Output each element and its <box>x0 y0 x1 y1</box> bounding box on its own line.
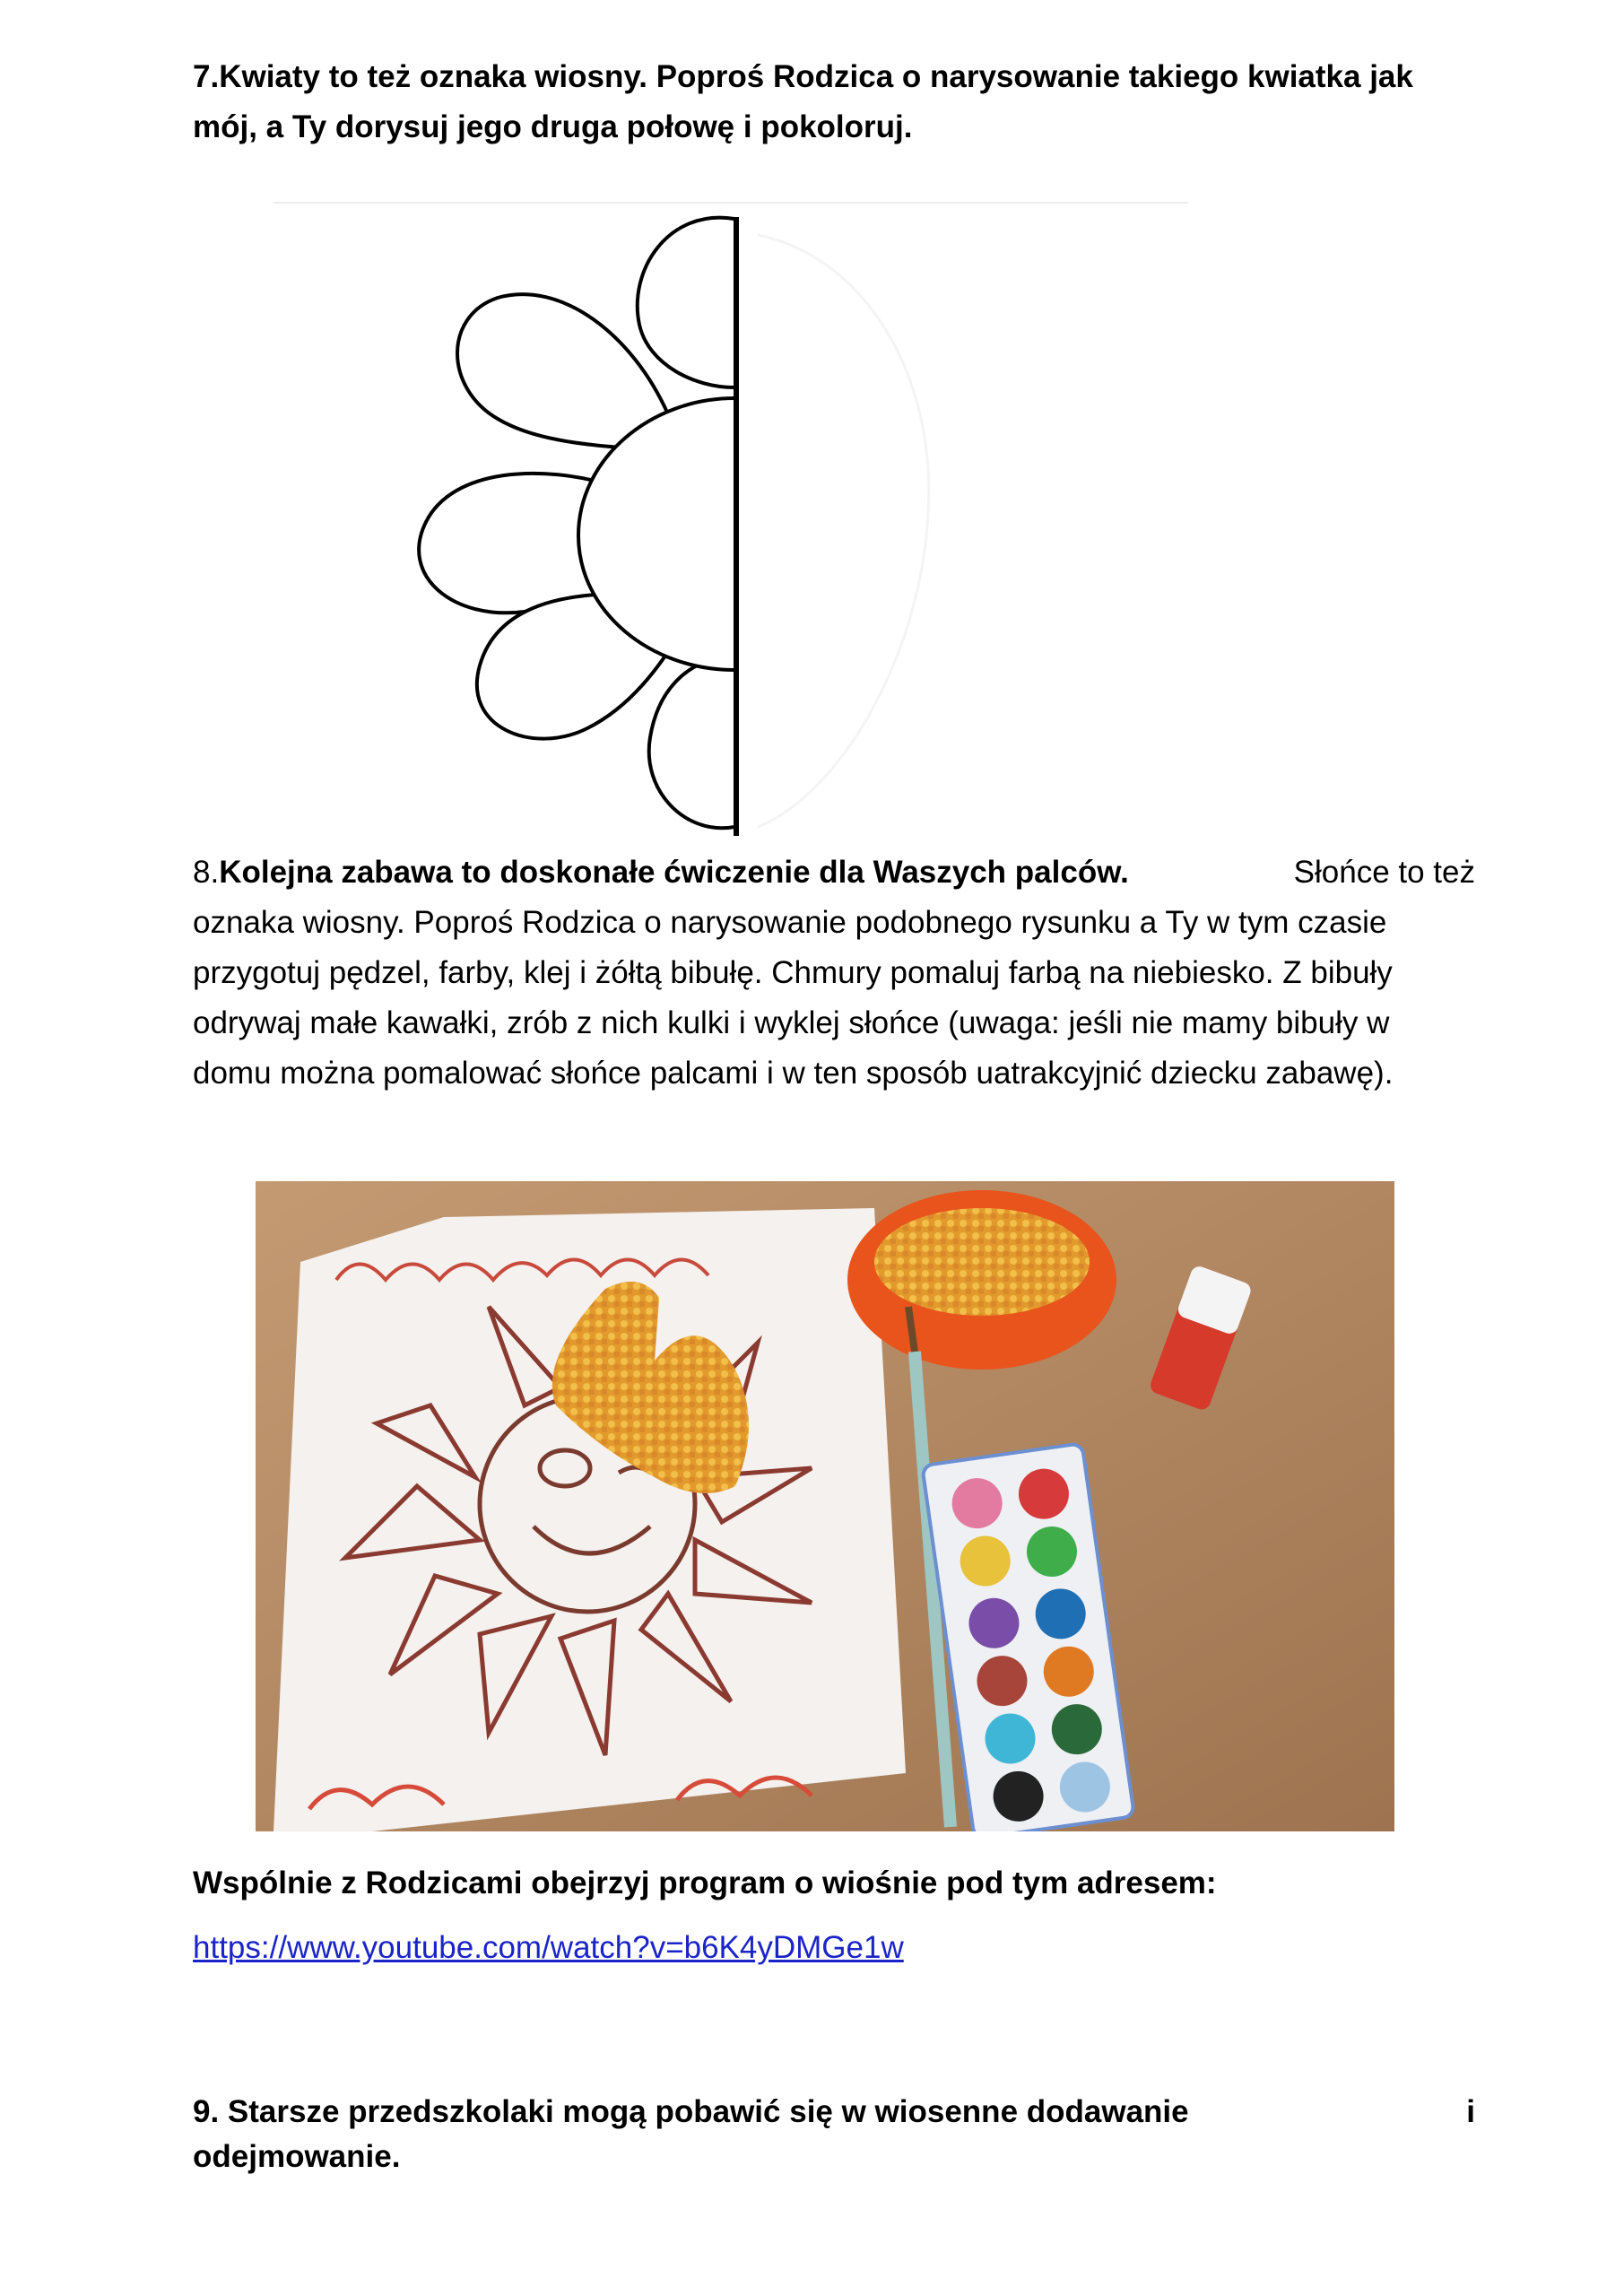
petal-bottom <box>649 657 734 828</box>
section-8-text <box>193 848 1475 1099</box>
section-8-line-5: domu można pomalować słońce palcami i w ten sposób uatrakcyjnić dziecku zabawę). <box>193 1056 1394 1091</box>
half-flower-drawing-icon <box>274 199 1188 845</box>
section-9-line-2: odejmowanie. <box>193 2139 401 2174</box>
link-heading: Wspólnie z Rodzicami obejrzyj program o wiośnie pod tym adresem: <box>193 1866 1217 1900</box>
youtube-link[interactable]: https://www.youtube.com/watch?v=b6K4yDMGe1w <box>193 1930 904 1965</box>
section-9-line-1 <box>193 2090 1475 2135</box>
section-7-text <box>193 52 1475 152</box>
section-8-title: Kolejna zabawa to doskonałe ćwiczenie dla Waszych palców. <box>219 855 1129 890</box>
section-8-line-4: odrywaj małe kawałki, zrób z nich kulki i wyklej słońce (uwaga: jeśli nie mamy bibuły w <box>193 1005 1390 1040</box>
section-8-line-1 <box>193 848 1475 898</box>
section-9-line-1-right: i <box>1466 2094 1475 2129</box>
section-7-line-1: 7.Kwiaty to też oznaka wiosny. Poproś Rodzica o narysowanie takiego kwiatka jak <box>193 59 1413 94</box>
section-8-line-3: przygotuj pędzel, farby, klej i żółtą bibułę. Chmury pomaluj farbą na niebiesko. Z bibuły <box>193 955 1393 990</box>
section-9-line-1-left: 9. Starsze przedszkolaki mogą pobawić się w wiosenne dodawanie <box>193 2094 1189 2129</box>
sun-craft-photo-icon <box>256 1181 1394 1831</box>
section-8-line-2: oznaka wiosny. Poproś Rodzica o narysowanie podobnego rysunku a Ty w tym czasie <box>193 905 1387 940</box>
section-8-number: 8. <box>193 855 220 890</box>
section-7-line-2: mój, a Ty dorysuj jego druga połowę i pokoloruj. <box>193 109 913 144</box>
petal-top <box>638 218 734 387</box>
paper-sheet <box>274 1208 906 1831</box>
section-8-line-1-rest: Słońce to też <box>1293 855 1475 890</box>
section-9-text <box>193 2090 1475 2179</box>
